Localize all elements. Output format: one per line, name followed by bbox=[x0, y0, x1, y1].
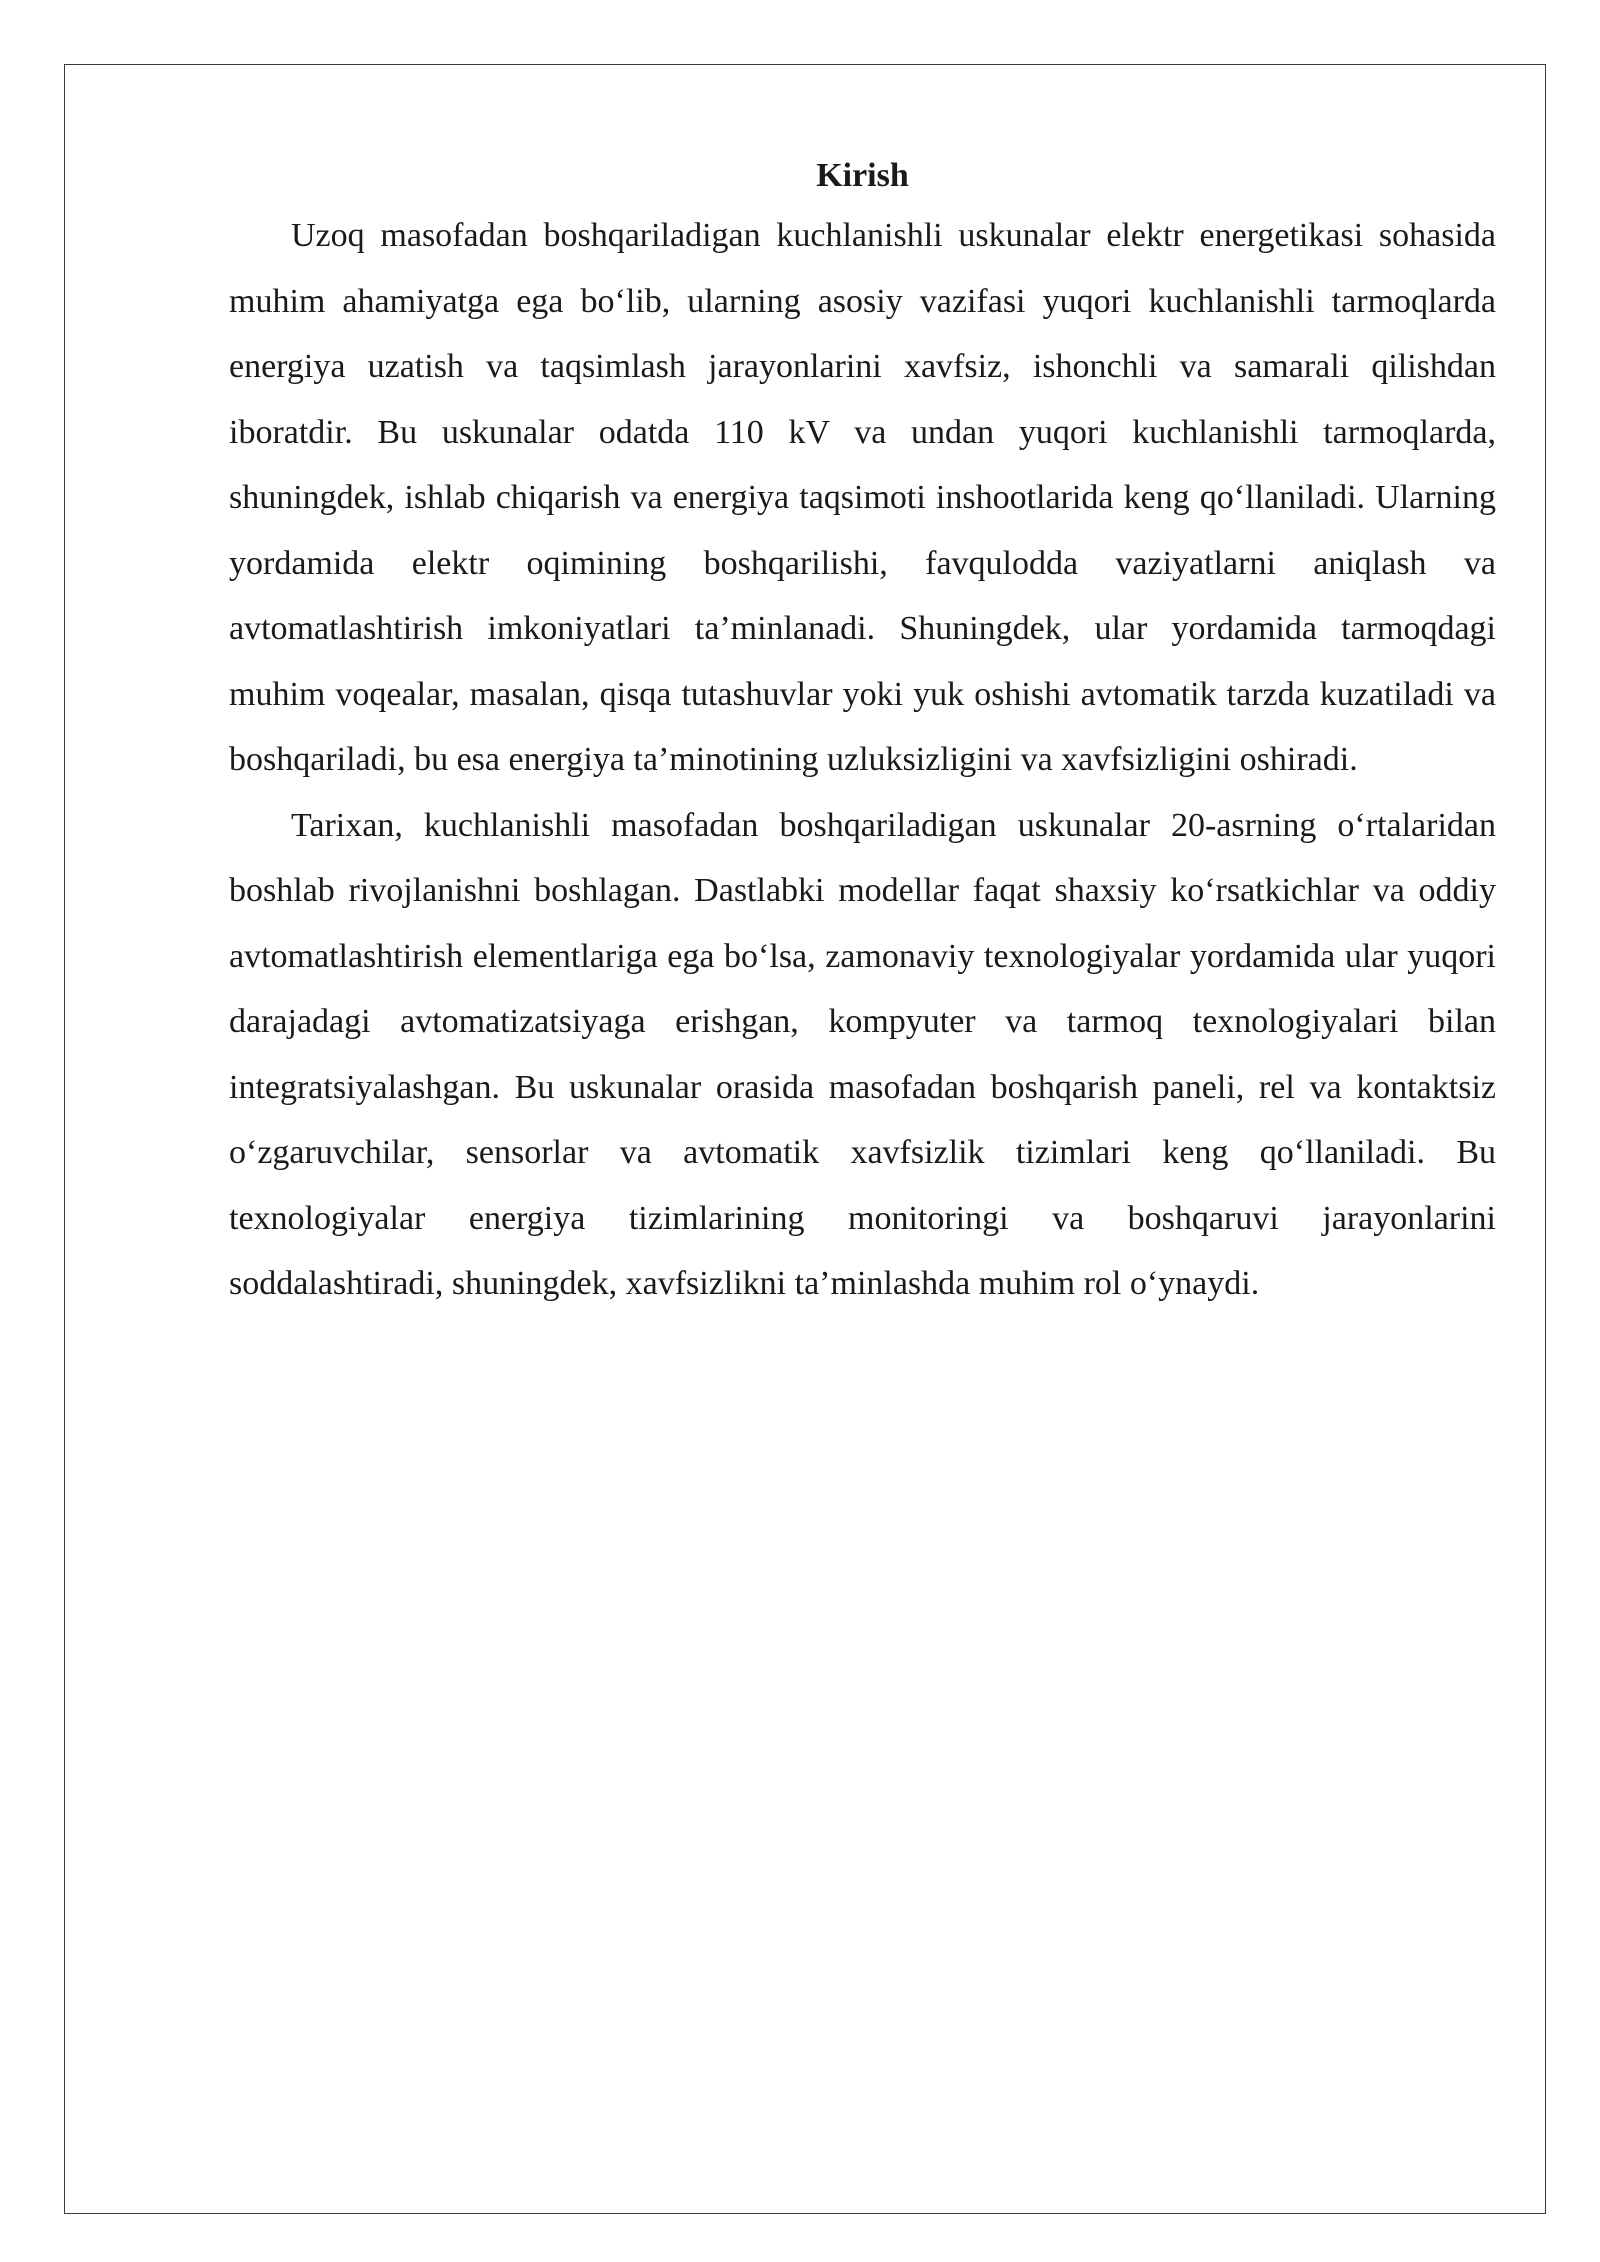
document-body bbox=[229, 148, 1496, 1317]
paragraph-2: Tarixan, kuchlanishli masofadan boshqariladigan uskunalar 20-asrning o‘rtalaridan boshlab rivojlanishni boshlagan. Dastlabki modellar faqat shaxsiy ko‘rsatkichlar va oddiy avtomatlashtirish elementlariga ega bo‘lsa, zamonaviy texnologiyalar yordamida ular yuqori darajadagi avtomatizatsiyaga erishgan, kompyuter va tarmoq texnologiyalari bilan integratsiyalashgan. Bu uskunalar orasida masofadan boshqarish paneli, rel va kontaktsiz o‘zgaruvchilar, sensorlar va avtomatik xavfsizlik tizimlari keng qo‘llaniladi. Bu texnologiyalar energiya tizimlarining monitoringi va boshqaruvi jarayonlarini soddalashtiradi, shuningdek, xavfsizlikni ta’minlashda muhim rol o‘ynaydi. bbox=[229, 806, 1496, 1302]
paragraph-1: Uzoq masofadan boshqariladigan kuchlanishli uskunalar elektr energetikasi sohasida muhim ahamiyatga ega bo‘lib, ularning asosiy vazifasi yuqori kuchlanishli tarmoqlarda energiya uzatish va taqsimlash jarayonlarini xavfsiz, ishonchli va samarali qilishdan iboratdir. Bu uskunalar odatda 110 kV va undan yuqori kuchlanishli tarmoqlarda, shuningdek, ishlab chiqarish va energiya taqsimoti inshootlarida keng qo‘llaniladi. Ularning yordamida elektr oqimining boshqarilishi, favqulodda vaziyatlarni aniqlash va avtomatlashtirish imkoniyatlari ta’minlanadi. Shuningdek, ular yordamida tarmoqdagi muhim voqealar, masalan, qisqa tutashuvlar yoki yuk oshishi avtomatik tarzda kuzatiladi va boshqariladi, bu esa energiya ta’minotining uzluksizligini va xavfsizligini oshiradi. bbox=[229, 217, 1496, 778]
section-title: Kirish bbox=[816, 157, 909, 194]
